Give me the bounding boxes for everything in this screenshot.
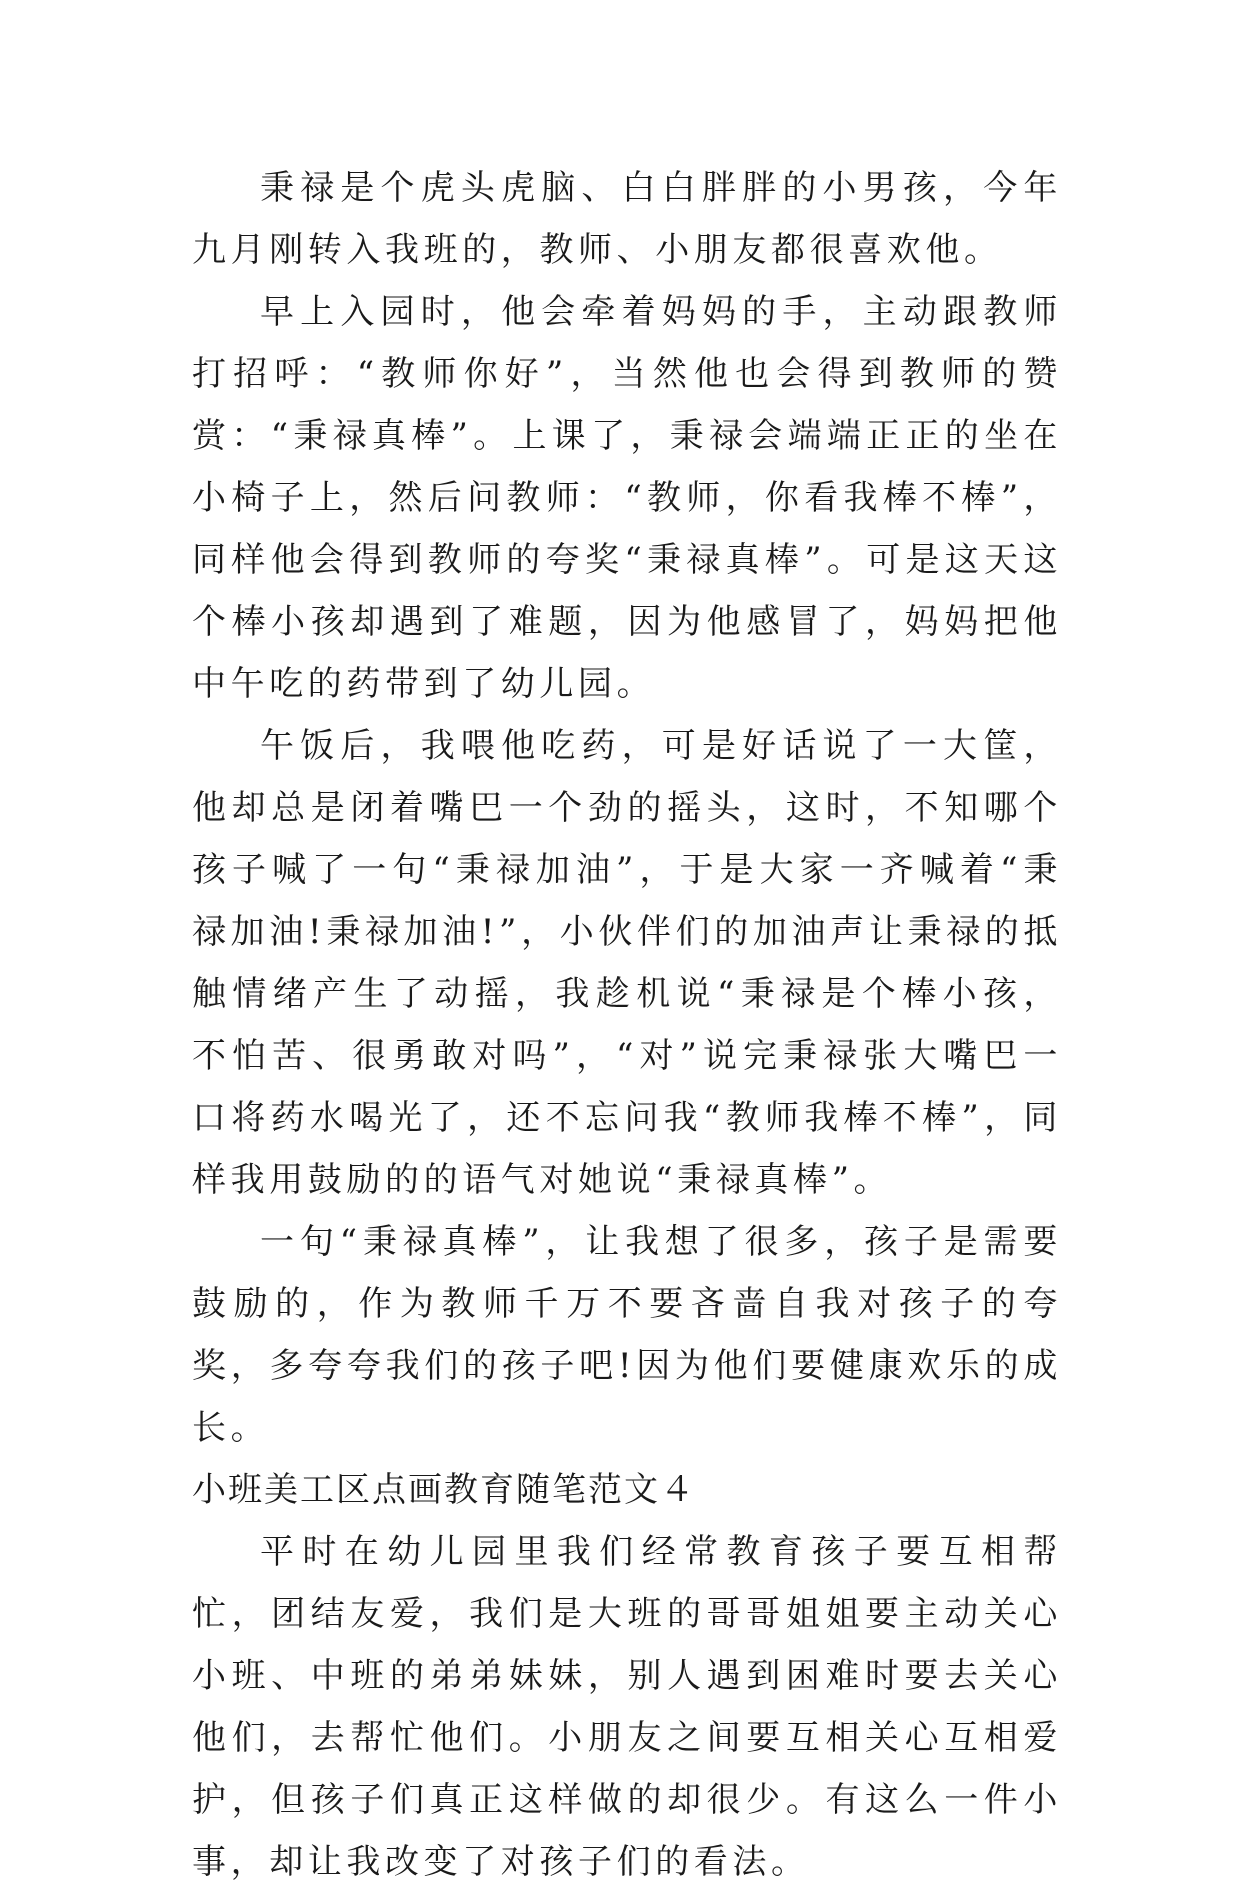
paragraph-1: 秉禄是个虎头虎脑、白白胖胖的小男孩，今年九月刚转入我班的，教师、小朋友都很喜欢他。 xyxy=(192,168,1062,270)
paragraph-3: 午饭后，我喂他吃药，可是好话说了一大筐，他却总是闭着嘴巴一个劲的摇头，这时，不知哪个孩子喊了一句“秉禄加油”，于是大家一齐喊着“秉禄加油!秉禄加油!”，小伙伴们的加油声让秉禄的抵触情绪产生了动摇，我趁机说“秉禄是个棒小孩，不怕苦、很勇敢对吗”，“对”说完秉禄张大嘴巴一口将药水喝光了，还不忘问我“教师我棒不棒”，同样我用鼓励的的语气对她说“秉禄真棒”。 xyxy=(192,726,1062,1200)
section-heading: 小班美工区点画教育随笔范文４ xyxy=(192,1470,696,1510)
paragraph-2: 早上入园时，他会牵着妈妈的手，主动跟教师打招呼：“教师你好”，当然他也会得到教师的赞赏：“秉禄真棒”。上课了，秉禄会端端正正的坐在小椅子上，然后问教师：“教师，你看我棒不棒”，同样他会得到教师的夸奖“秉禄真棒”。可是这天这个棒小孩却遇到了难题，因为他感冒了，妈妈把他中午吃的药带到了幼儿园。 xyxy=(192,292,1062,704)
document-body xyxy=(192,157,1062,1893)
paragraph-5: 平时在幼儿园里我们经常教育孩子要互相帮忙，团结友爱，我们是大班的哥哥姐姐要主动关心小班、中班的弟弟妹妹，别人遇到困难时要去关心他们，去帮忙他们。小朋友之间要互相关心互相爱护，但孩子们真正这样做的却很少。有这么一件小事，却让我改变了对孩子们的看法。 xyxy=(192,1532,1062,1882)
paragraph-4: 一句“秉禄真棒”，让我想了很多，孩子是需要鼓励的，作为教师千万不要吝啬自我对孩子的夸奖，多夸夸我们的孩子吧!因为他们要健康欢乐的成长。 xyxy=(192,1222,1062,1448)
